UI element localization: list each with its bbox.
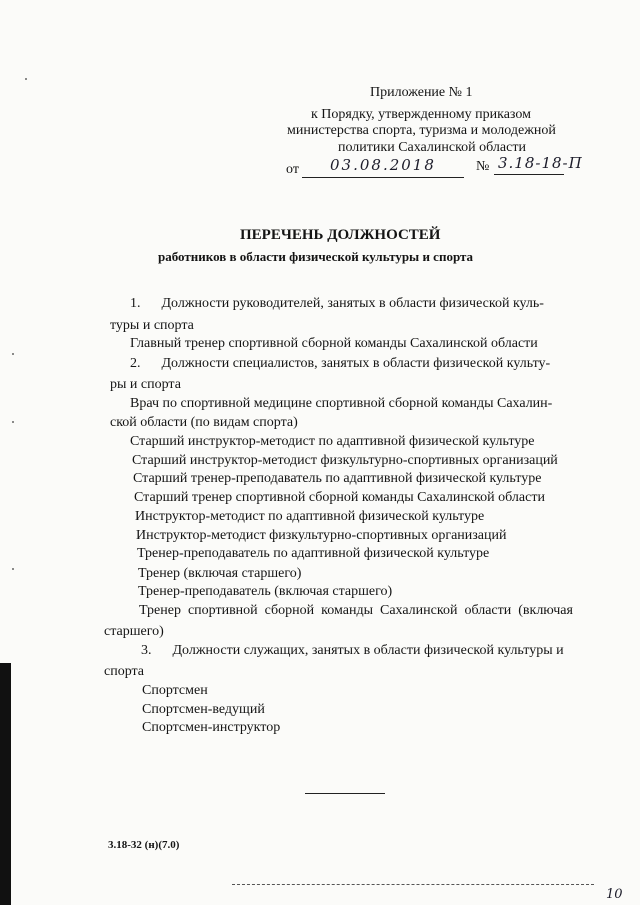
list-item: Главный тренер спортивной сборной команды Сахалинской области	[130, 336, 538, 351]
header-line-1: к Порядку, утвержденному приказом	[311, 107, 531, 122]
list-item: Тренер-преподаватель (включая старшего)	[138, 584, 393, 599]
list-item: Спортсмен-ведущий	[142, 702, 265, 717]
document-subtitle: работников в области физической культуры и спорта	[158, 249, 474, 264]
scan-dot	[12, 568, 14, 570]
document-title: ПЕРЕЧЕНЬ ДОЛЖНОСТЕЙ	[240, 227, 441, 243]
appendix-title: Приложение № 1	[370, 85, 473, 100]
section-3-heading-cont: спорта	[104, 664, 145, 679]
list-item: Инструктор-методист физкультурно-спортивных организаций	[136, 528, 507, 543]
list-item: Старший инструктор-методист по адаптивной физической культуре	[130, 434, 535, 449]
list-item: Инструктор-методист по адаптивной физической культуре	[135, 509, 485, 524]
handwritten-date: 03.08.2018	[330, 156, 436, 174]
scan-edge-mark	[0, 663, 11, 905]
date-underline	[302, 177, 464, 178]
scan-dot	[25, 78, 27, 80]
section-1-heading: 1. Должности руководителей, занятых в области физической куль-	[130, 296, 544, 311]
header-line-2: министерства спорта, туризма и молодежной	[287, 123, 556, 138]
header-line-3: политики Сахалинской области	[338, 140, 526, 155]
section-2-heading-cont: ры и спорта	[110, 377, 181, 392]
list-item: Спортсмен-инструктор	[142, 720, 281, 735]
from-label: от	[286, 162, 299, 177]
footer-rule	[232, 884, 594, 885]
section-2-heading: 2. Должности специалистов, занятых в области физической культу-	[130, 356, 551, 371]
list-item: Старший тренер-преподаватель по адаптивной физической культуре	[133, 471, 542, 486]
list-item: Старший тренер спортивной сборной команды Сахалинской области	[134, 490, 545, 505]
list-item: Спортсмен	[142, 683, 208, 698]
list-item: Врач по спортивной медицине спортивной сборной команды Сахалин-	[130, 396, 553, 411]
section-1-heading-cont: туры и спорта	[110, 318, 194, 333]
list-item: Тренер спортивной сборной команды Сахалинской области (включая	[139, 603, 573, 618]
list-item-cont: старшего)	[104, 624, 164, 639]
handwritten-number: 3.18-18-П	[498, 154, 583, 172]
document-code: 3.18-32 (н)(7.0)	[108, 839, 180, 851]
list-item-cont: ской области (по видам спорта)	[110, 415, 298, 430]
list-item: Тренер-преподаватель по адаптивной физической культуре	[137, 546, 490, 561]
list-item: Тренер (включая старшего)	[138, 566, 302, 581]
number-underline	[494, 174, 564, 175]
scan-dot	[12, 421, 14, 423]
section-3-heading: 3. Должности служащих, занятых в области физической культуры и	[141, 643, 564, 658]
handwritten-page-number: 10	[606, 887, 623, 902]
scan-dot	[12, 353, 14, 355]
end-divider	[305, 793, 385, 794]
list-item: Старший инструктор-методист физкультурно-спортивных организаций	[132, 453, 558, 468]
number-label: №	[476, 159, 490, 174]
